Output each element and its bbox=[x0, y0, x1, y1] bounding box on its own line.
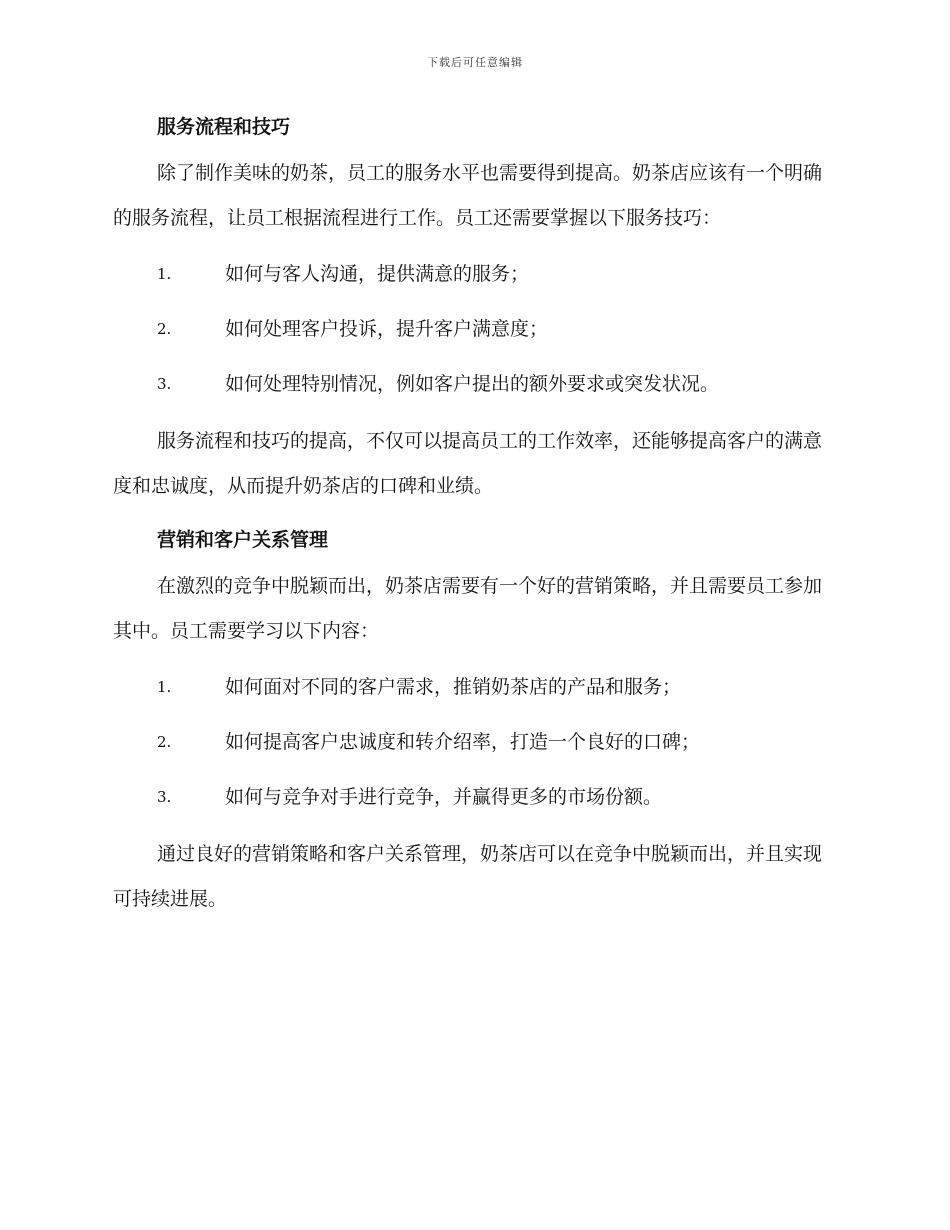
list-item-number: 3. bbox=[157, 788, 172, 806]
list-item-number: 2. bbox=[157, 320, 172, 338]
list-item-number: 2. bbox=[157, 733, 172, 751]
list-item bbox=[113, 302, 833, 357]
document-body bbox=[113, 110, 833, 928]
list-item-number: 1. bbox=[157, 265, 172, 283]
section-intro-marketing: 在激烈的竞争中脱颖而出，奶茶店需要有一个好的营销策略，并且需要员工参加其中。员工需要学习以下内容： bbox=[113, 575, 823, 642]
list-item-text: 如何与客人沟通，提供满意的服务； bbox=[225, 263, 530, 285]
section-outro-service: 服务流程和技巧的提高，不仅可以提高员工的工作效率，还能够提高客户的满意度和忠诚度，从而提升奶茶店的口碑和业绩。 bbox=[113, 430, 823, 497]
section-intro-service: 除了制作美味的奶茶，员工的服务水平也需要得到提高。奶茶店应该有一个明确的服务流程，让员工根据流程进行工作。员工还需要掌握以下服务技巧： bbox=[113, 162, 823, 229]
section-heading-marketing: 营销和客户关系管理 bbox=[157, 529, 329, 551]
list-item-text: 如何与竞争对手进行竞争，并赢得更多的市场份额。 bbox=[225, 786, 663, 808]
list-item bbox=[113, 247, 833, 302]
list-item-number: 1. bbox=[157, 678, 172, 696]
marketing-skills-list bbox=[113, 660, 833, 825]
page-header-note: 下载后可任意编辑 bbox=[427, 56, 523, 69]
list-item-text: 如何提高客户忠诚度和转介绍率，打造一个良好的口碑； bbox=[225, 731, 701, 753]
list-item bbox=[113, 357, 833, 412]
list-item bbox=[113, 715, 833, 770]
list-item bbox=[113, 770, 833, 825]
list-item-text: 如何处理客户投诉，提升客户满意度； bbox=[225, 318, 549, 340]
section-outro-marketing: 通过良好的营销策略和客户关系管理，奶茶店可以在竞争中脱颖而出，并且实现可持续进展。 bbox=[113, 843, 823, 910]
service-skills-list bbox=[113, 247, 833, 412]
list-item-text: 如何处理特别情况，例如客户提出的额外要求或突发状况。 bbox=[225, 373, 720, 395]
list-item-text: 如何面对不同的客户需求，推销奶茶店的产品和服务； bbox=[225, 676, 682, 698]
list-item-number: 3. bbox=[157, 375, 172, 393]
list-item bbox=[113, 660, 833, 715]
section-heading-service: 服务流程和技巧 bbox=[157, 116, 291, 138]
